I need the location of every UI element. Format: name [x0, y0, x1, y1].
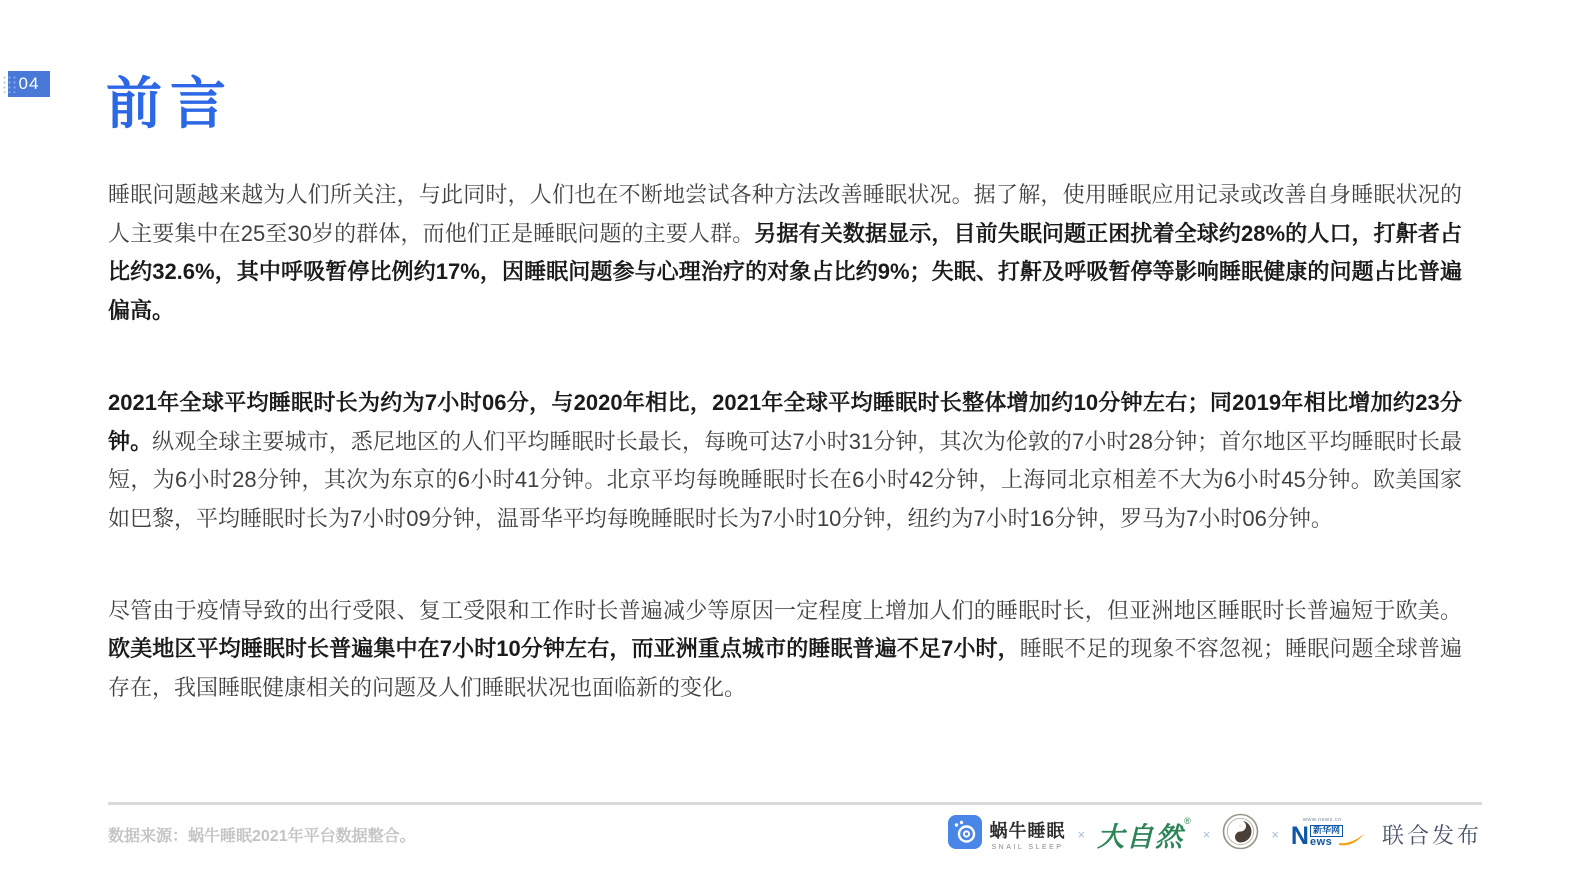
nature-logo	[1097, 815, 1191, 854]
joint-release-label: 联合发布	[1381, 822, 1482, 848]
page-title: 前言	[106, 72, 234, 135]
paragraph	[108, 384, 1462, 539]
paragraph	[108, 176, 1462, 331]
multiply-separator: ×	[1077, 826, 1086, 842]
xinhua-swoosh-icon	[1339, 834, 1365, 850]
xinhua-n-letter: N	[1290, 821, 1309, 850]
multiply-separator: ×	[1271, 826, 1279, 842]
xinhua-ews: ews	[1309, 835, 1333, 848]
paragraph-segment: 另据有关数据显示，目前失眠问题正困扰着全球约28%的人口，打鼾者占比约32.6%，其中呼吸暂停比例约17%，因睡眠问题参与心理治疗的对象占比约9%；失眠、打鼾及呼吸暂停等影响睡眠健康的问题占比普遍偏高。	[108, 220, 1462, 324]
paragraph-segment: 2021年全球平均睡眠时长为约为7小时06分，与2020年相比，2021年全球平均睡眠时长整体增加约10分钟左右；同2019年相比增加约23分钟。	[108, 389, 1462, 454]
snail-sleep-subtitle: SNAIL SLEEP	[991, 844, 1064, 851]
seal-logo	[1222, 813, 1259, 855]
paragraph-segment: 尽管由于疫情导致的出行受限、复工受限和工作时长普遍减少等原因一定程度上增加人们的睡眠时长，但亚洲地区睡眠时长普遍短于欧美。	[108, 597, 1462, 623]
paragraph	[108, 592, 1462, 708]
registered-mark: ®	[1184, 815, 1191, 826]
paragraph-segment: 睡眠问题越来越为人们所关注，与此同时，人们也在不断地尝试各种方法改善睡眠状况。据了解，使用睡眠应用记录或改善自身睡眠状况的人主要集中在25至30岁的群体，而他们正是睡眠问题的主要人群。	[108, 182, 1462, 246]
xinhua-wordmark	[1290, 821, 1365, 850]
xinhua-news-logo	[1291, 818, 1365, 850]
seal-emblem-icon	[1222, 813, 1259, 855]
multiply-separator: ×	[1202, 826, 1211, 842]
paragraph-segment: 欧美地区平均睡眠时长普遍集中在7小时10分钟左右，而亚洲重点城市的睡眠普遍不足7小时，	[108, 636, 1020, 662]
xinhua-url: www.news.cn	[1302, 817, 1342, 824]
footer	[108, 812, 1482, 856]
snail-app-icon	[948, 815, 982, 854]
page-number-badge	[8, 71, 50, 97]
paragraph-segment: 睡眠不足的现象不容忽视；睡眠问题全球普遍存在，我国睡眠健康相关的问题及人们睡眠状况也面临新的变化。	[108, 636, 1462, 701]
footer-divider	[108, 802, 1482, 805]
snail-sleep-wordmark	[989, 817, 1065, 851]
publisher-logos	[948, 813, 1482, 855]
nature-wordmark: 大自然	[1097, 821, 1185, 852]
page-number: 04	[18, 74, 40, 93]
xinhua-boxed-name: 新华网	[1310, 825, 1343, 837]
data-source-note: 数据来源：蜗牛睡眠2021年平台数据整合。	[108, 827, 416, 845]
snail-sleep-name: 蜗牛睡眠	[989, 821, 1066, 841]
paragraph-segment: 纵观全球主要城市，悉尼地区的人们平均睡眠时长最长，每晚可达7小时31分钟，其次为伦敦的7小时28分钟；首尔地区平均睡眠时长最短，为6小时28分钟，其次为东京的6小时41分钟。北京平均每晚睡眠时长在6小时42分钟，上海同北京相差不大为6小时45分钟。欧美国家如巴黎，平均睡眠时长为7小时09分钟，温哥华平均每晚睡眠时长为7小时10分钟，纽约为7小时16分钟，罗马为7小时06分钟。	[108, 428, 1462, 532]
body-content	[108, 176, 1462, 761]
snail-sleep-logo	[948, 815, 1065, 854]
